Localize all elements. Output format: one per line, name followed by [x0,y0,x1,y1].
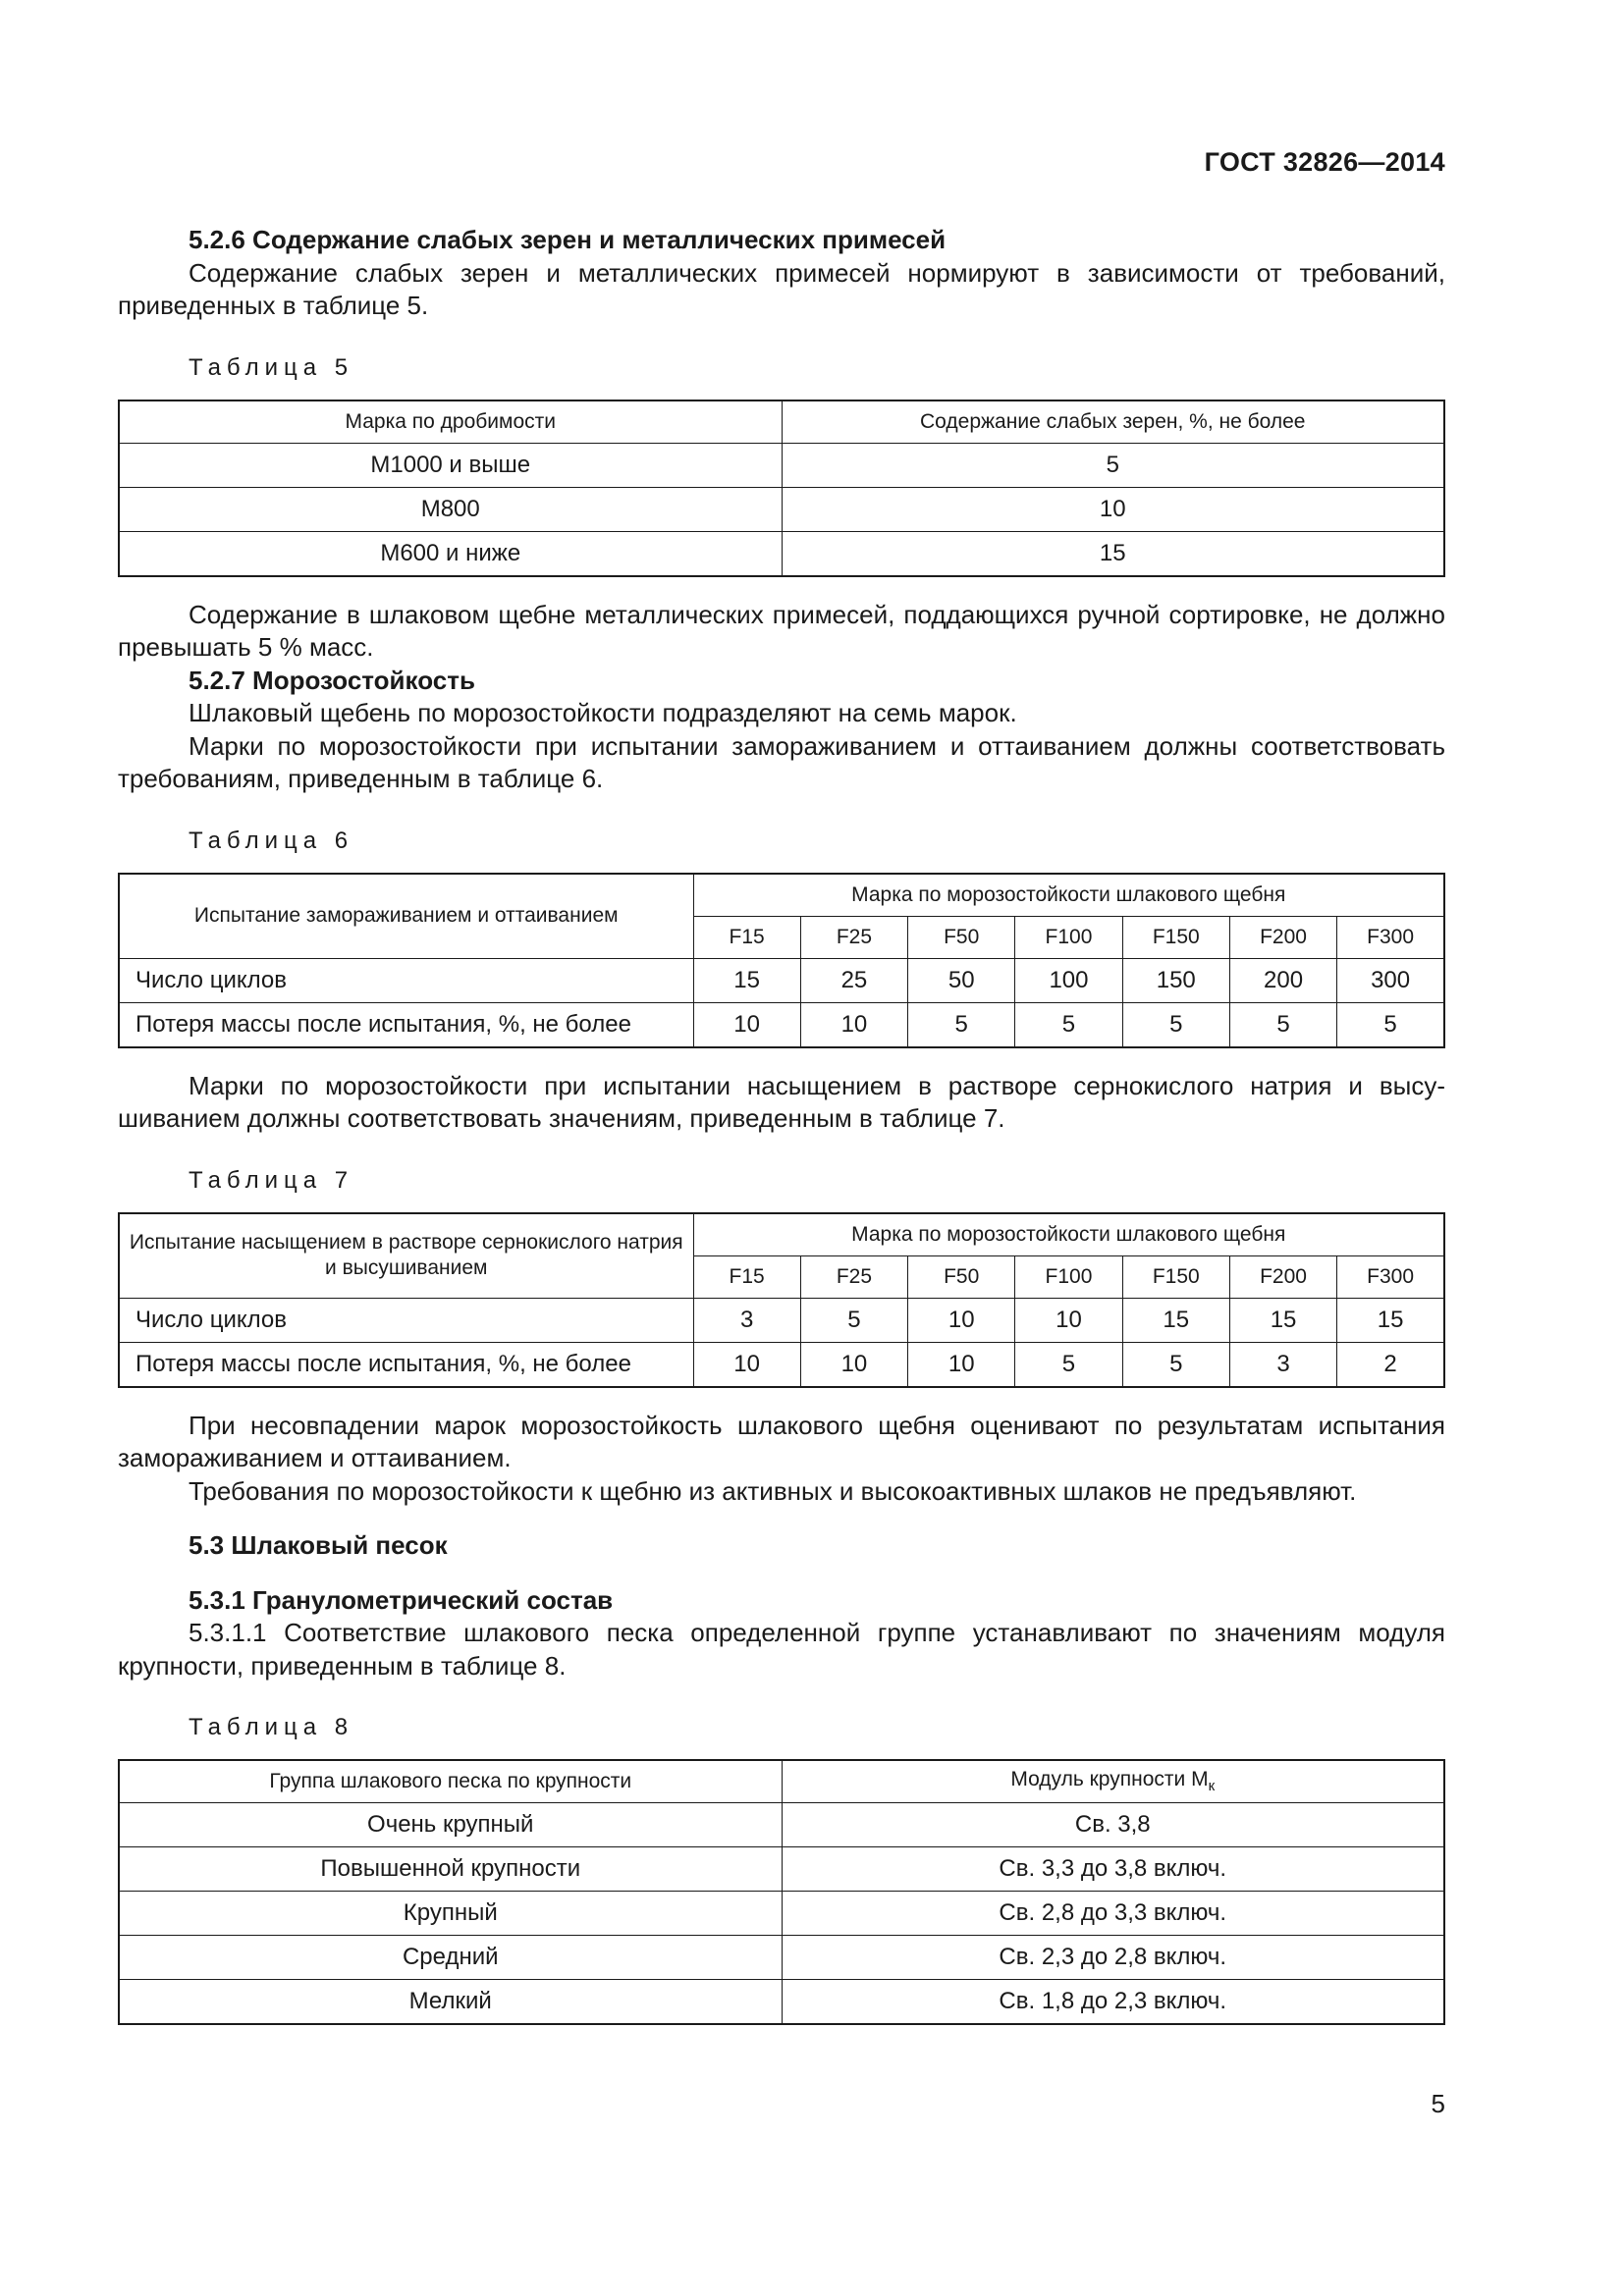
table-8 [118,1759,1445,2025]
row-label: Число циклов [119,958,693,1002]
page-content [118,224,1445,2025]
table-header: Марка по морозостойкости шлакового щебня [693,874,1444,917]
table-row [119,1803,1444,1847]
table-cell: 15 [782,531,1444,576]
table-row [119,958,1444,1002]
table-cell: Св. 1,8 до 2,3 включ. [782,1980,1444,2025]
table-cell: 15 [693,958,800,1002]
table-cell: 5 [1122,1342,1229,1387]
grade-header: F15 [693,1255,800,1298]
paragraph: При несовпадении марок морозостойкость шлакового щебня оценивают по результатам испытания замораживанием и оттаиванием. [118,1410,1445,1472]
paragraph: Марки по морозостойкости при испытании насыщением в растворе сернокислого натрия и высушиванием должны соответствовать значениям, приведенным в таблице 7. [118,1070,1445,1133]
grade-header: F25 [800,916,907,958]
table-cell: 100 [1015,958,1122,1002]
table-cell: 25 [800,958,907,1002]
table-cell: 50 [908,958,1015,1002]
paragraph: Содержание слабых зерен и металлических примесей нормируют в зависимости от требований, приведенных в таблице 5. [118,257,1445,320]
table-cell: 5 [1337,1002,1444,1047]
grade-header: F50 [908,916,1015,958]
table-6-caption: Таблица 6 [189,827,354,854]
table-header: Содержание слабых зерен, %, не более [782,400,1444,444]
table-cell: Очень крупный [119,1803,782,1847]
table-cell: 3 [693,1298,800,1342]
table-row [119,1936,1444,1980]
table-cell: 3 [1229,1342,1336,1387]
grade-header: F200 [1229,916,1336,958]
table-header: Марка по дробимости [119,400,782,444]
table-cell: 150 [1122,958,1229,1002]
table-cell: 10 [908,1298,1015,1342]
grade-header: F150 [1122,1255,1229,1298]
grade-header: F300 [1337,916,1444,958]
paragraph: Марки по морозостойкости при испытании замораживанием и оттаиванием должны соответствовать требованиям, приведенным в таблице 6. [118,730,1445,793]
table-header: Испытание насыщением в растворе сернокислого натрия и высушиванием [119,1213,693,1299]
table-cell: Средний [119,1936,782,1980]
paragraph: 5.3.1.1 Соответствие шлакового песка определенной группе устанавливают по значениям модуля крупности, приведенным в таблице 8. [118,1618,1445,1681]
table-8-caption: Таблица 8 [189,1714,354,1740]
table-row [119,1298,1444,1342]
table-header: Испытание замораживанием и оттаиванием [119,874,693,959]
table-row [119,1980,1444,2025]
table-cell: 5 [1015,1342,1122,1387]
table-cell: 200 [1229,958,1336,1002]
table-cell: 10 [782,487,1444,531]
table-5-caption: Таблица 5 [189,353,354,381]
grade-header: F50 [908,1255,1015,1298]
table-cell: Св. 2,8 до 3,3 включ. [782,1892,1444,1936]
table-cell: 5 [1015,1002,1122,1047]
table-5 [118,400,1445,577]
paragraph: Требования по морозостойкости к щебню из активных и высокоактивных шлаков не предъявляют. [189,1475,1357,1506]
table-row [119,1847,1444,1892]
table-row [119,531,1444,576]
table-7 [118,1212,1445,1388]
table-cell: 5 [782,443,1444,487]
section-heading-5-2-7: 5.2.7 Морозостойкость [189,665,475,695]
row-label: Потеря массы после испытания, %, не более [119,1002,693,1047]
table-cell: Св. 3,3 до 3,8 включ. [782,1847,1444,1892]
table-cell: 5 [1229,1002,1336,1047]
table-cell: 15 [1229,1298,1336,1342]
grade-header: F200 [1229,1255,1336,1298]
table-cell: Св. 2,3 до 2,8 включ. [782,1936,1444,1980]
standard-header: ГОСТ 32826—2014 [1204,147,1445,177]
table-cell: 15 [1337,1298,1444,1342]
table-cell: 5 [908,1002,1015,1047]
table-cell: Мелкий [119,1980,782,2025]
table-6 [118,873,1445,1048]
table-cell: М800 [119,487,782,531]
section-heading-5-3-1: 5.3.1 Гранулометрический состав [189,1584,614,1615]
table-cell: 10 [800,1002,907,1047]
grade-header: F25 [800,1255,907,1298]
table-cell: 5 [800,1298,907,1342]
table-cell: Повышенной крупности [119,1847,782,1892]
table-cell: 15 [1122,1298,1229,1342]
table-cell: 10 [693,1342,800,1387]
paragraph: Шлаковый щебень по морозостойкости подразделяют на семь марок. [189,698,1017,727]
table-cell: Св. 3,8 [782,1803,1444,1847]
table-row [119,1002,1444,1047]
table-cell: Крупный [119,1892,782,1936]
table-cell: М600 и ниже [119,531,782,576]
row-label: Потеря массы после испытания, %, не более [119,1342,693,1387]
table-row [119,1892,1444,1936]
table-cell: 10 [800,1342,907,1387]
table-row [119,1342,1444,1387]
section-heading-5-3: 5.3 Шлаковый песок [189,1530,448,1560]
paragraph: Содержание в шлаковом щебне металлических примесей, поддающихся ручной сортировке, не должно превышать 5 % масс. [118,599,1445,662]
section-heading-5-2-6: 5.2.6 Содержание слабых зерен и металлических примесей [189,225,947,254]
page-number: 5 [1431,2089,1445,2118]
table-cell: 10 [908,1342,1015,1387]
table-cell: М1000 и выше [119,443,782,487]
grade-header: F100 [1015,916,1122,958]
grade-header: F150 [1122,916,1229,958]
table-header: Группа шлакового песка по крупности [119,1760,782,1803]
table-cell: 10 [693,1002,800,1047]
grade-header: F100 [1015,1255,1122,1298]
table-cell: 300 [1337,958,1444,1002]
table-cell: 2 [1337,1342,1444,1387]
table-cell: 10 [1015,1298,1122,1342]
table-header: Марка по морозостойкости шлакового щебня [693,1213,1444,1256]
table-row [119,487,1444,531]
table-header: Модуль крупности $М_к$ [782,1760,1444,1803]
table-7-caption: Таблица 7 [189,1166,354,1194]
table-row [119,443,1444,487]
table-cell: 5 [1122,1002,1229,1047]
grade-header: F300 [1337,1255,1444,1298]
row-label: Число циклов [119,1298,693,1342]
grade-header: F15 [693,916,800,958]
